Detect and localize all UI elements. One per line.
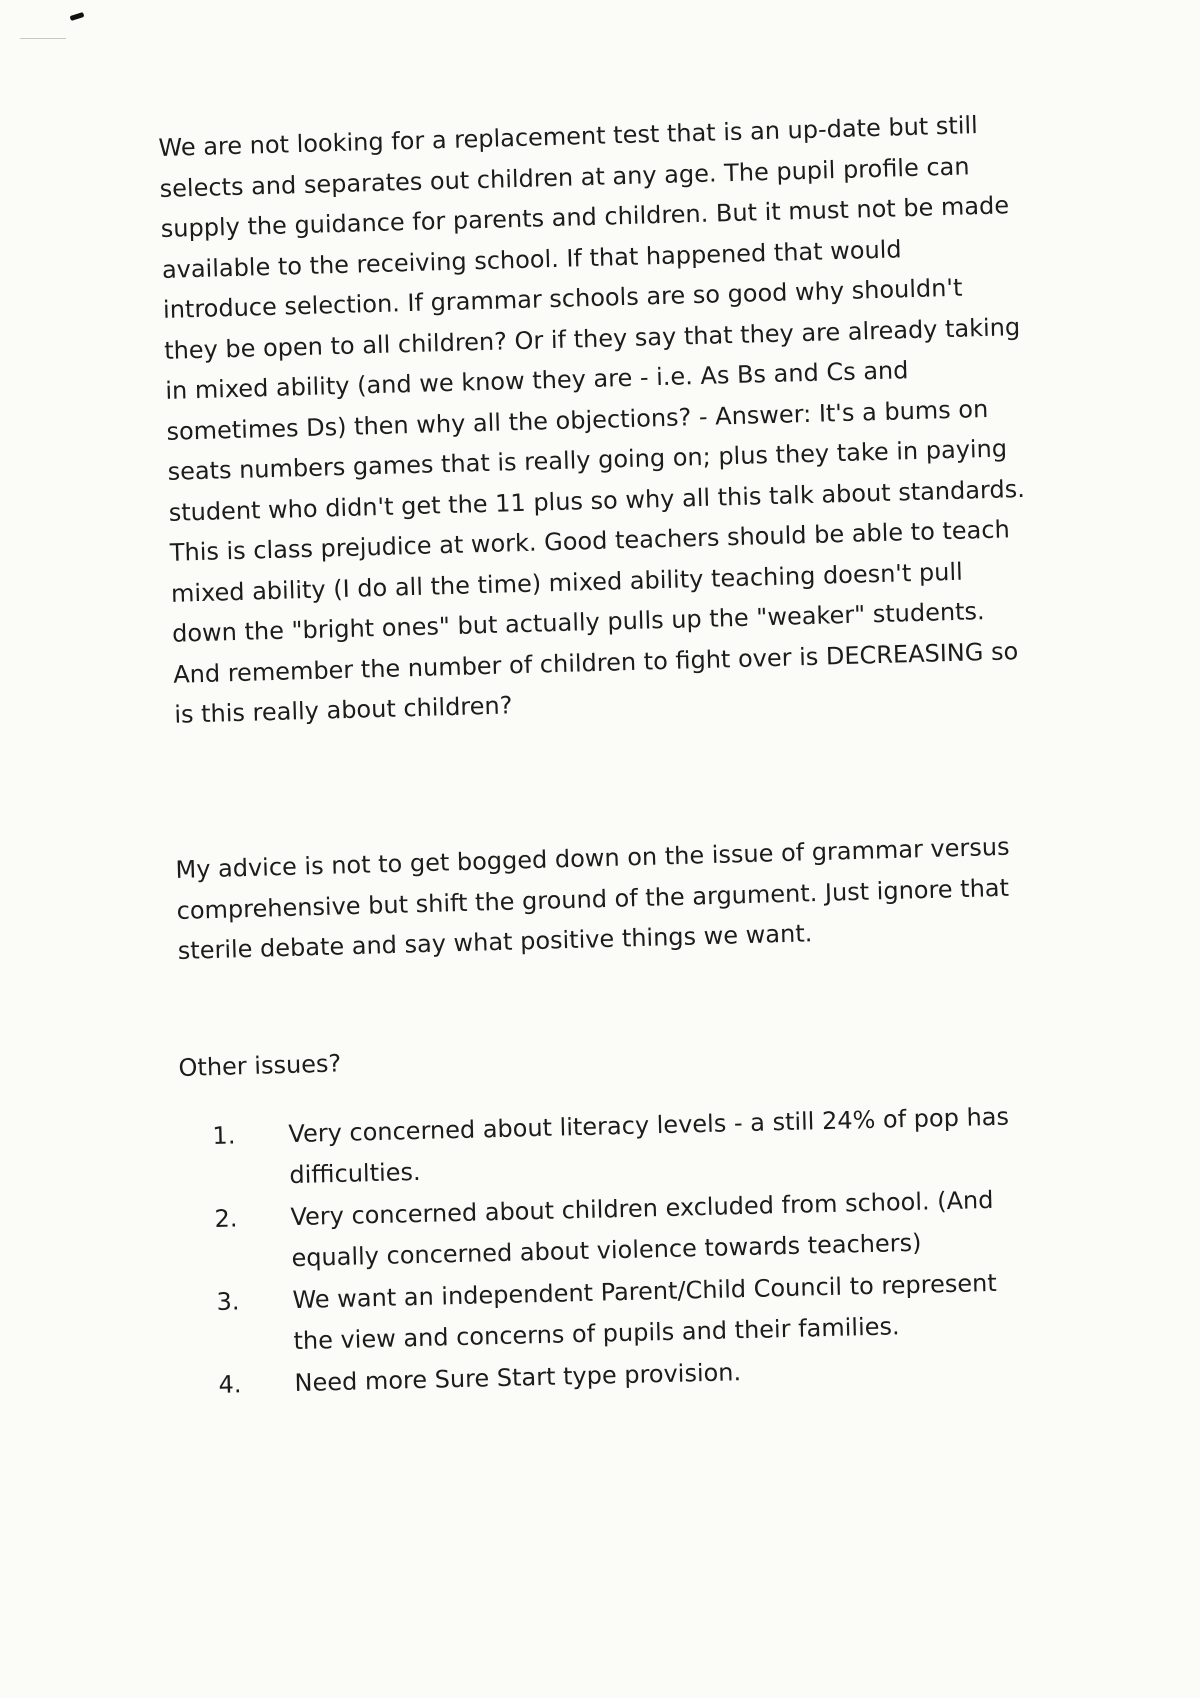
paragraph xyxy=(175,826,1038,971)
list-item-text: We want an independent Parent/Child Council to represent the view and concerns of pupils and their families. xyxy=(292,1268,998,1355)
list-item-text: Very concerned about literacy levels - a still 24% of pop has difficulties. xyxy=(288,1102,1010,1189)
paragraph-text: We are not looking for a replacement test that is an up-date but still selects and separates out children at any age. The pupil profile can supply the guidance for parents and children. But it must not be made available to the receiving school. If that happened that would introduce selection. If grammar schools are so good why shouldn't they be open to all children? Or if they say that they are already taking in mixed ability (and we know they are - i.e. As Bs and Cs and sometimes Ds) then why all the objections? - Answer: It's a bums on seats numbers games that is really going on; plus they take in paying student who didn't get the 11 plus so why all this talk about standards. This is class prejudice at work. Good teachers should be able to teach mixed ability (I do all the time) mixed ability teaching doesn't pull down the "bright ones" but actually pulls up the "weaker" students. And remember the number of children to fight over is DECREASING so is this really about children? xyxy=(158,111,1026,729)
list-item-number: 1. xyxy=(212,1121,236,1150)
paragraph xyxy=(158,104,1035,735)
issue-list xyxy=(212,1096,1039,1407)
scan-mark xyxy=(70,12,85,21)
list-item-number: 2. xyxy=(214,1204,238,1233)
scan-mark xyxy=(20,38,66,39)
section-heading xyxy=(178,1024,1039,1088)
paragraph-text: My advice is not to get bogged down on the issue of grammar versus comprehensive but shift the ground of the argument. Just ignore that sterile debate and say what positive things we want. xyxy=(175,832,1010,965)
list-item-text: Need more Sure Start type provision. xyxy=(294,1358,742,1398)
list-item-number: 3. xyxy=(216,1287,240,1316)
list-item-number: 4. xyxy=(218,1370,242,1399)
list-item-text: Very concerned about children excluded from school. (And equally concerned about violence towards teachers) xyxy=(290,1185,994,1272)
other-issues-heading: Other issues? xyxy=(178,1049,342,1082)
